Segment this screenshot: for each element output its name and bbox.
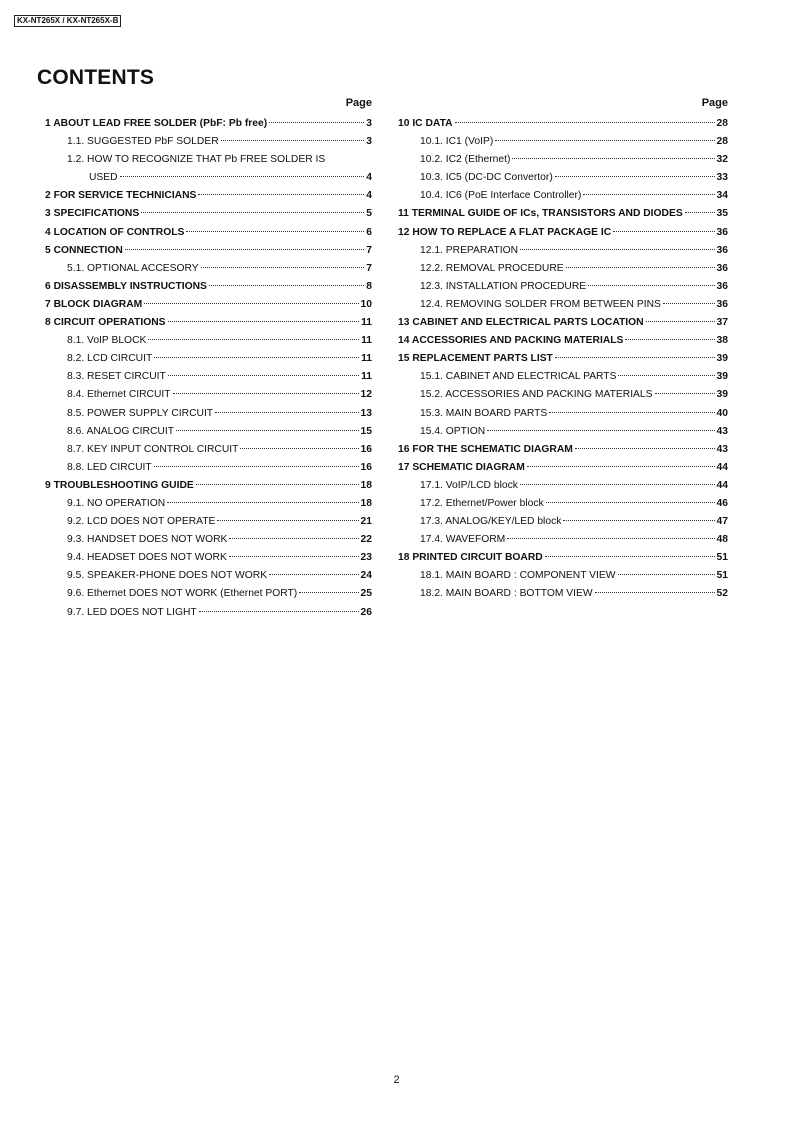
toc-page-number: 43 bbox=[716, 443, 728, 455]
toc-page-number: 35 bbox=[716, 208, 728, 220]
toc-subsection-entry[interactable] bbox=[45, 353, 372, 371]
dot-leader bbox=[618, 574, 715, 575]
toc-entry-label: 15.3. MAIN BOARD PARTS bbox=[420, 407, 548, 419]
dot-leader bbox=[546, 502, 715, 503]
toc-entry-label: 10 IC DATA bbox=[398, 118, 453, 129]
toc-entry-label: 11 TERMINAL GUIDE OF ICs, TRANSISTORS AND DIODES bbox=[398, 208, 683, 220]
toc-page-number: 18 bbox=[360, 497, 372, 509]
toc-page-number: 6 bbox=[366, 226, 372, 238]
toc-entry-label: 8.2. LCD CIRCUIT bbox=[67, 353, 153, 365]
dot-leader bbox=[507, 538, 714, 539]
dot-leader bbox=[685, 212, 715, 213]
toc-page-number: 7 bbox=[366, 244, 372, 256]
toc-entry-label: 18 PRINTED CIRCUIT BOARD bbox=[398, 552, 543, 564]
toc-entry-label: 9.3. HANDSET DOES NOT WORK bbox=[67, 534, 228, 546]
toc-page-number: 25 bbox=[360, 588, 372, 600]
toc-entry-label: 10.1. IC1 (VoIP) bbox=[420, 136, 494, 148]
toc-section-entry[interactable] bbox=[398, 227, 728, 245]
toc-section-entry[interactable] bbox=[45, 480, 372, 498]
toc-subsection-entry[interactable] bbox=[398, 570, 728, 588]
toc-page-number: 26 bbox=[360, 606, 372, 618]
dot-leader bbox=[555, 176, 715, 177]
toc-subsection-entry[interactable] bbox=[398, 281, 728, 299]
toc-section-entry[interactable] bbox=[398, 353, 728, 371]
toc-section-entry[interactable] bbox=[398, 335, 728, 353]
toc-page-number: 46 bbox=[716, 497, 728, 509]
dot-leader bbox=[588, 285, 714, 286]
toc-entry-label: 3 SPECIFICATIONS bbox=[45, 208, 140, 220]
dot-leader bbox=[646, 321, 715, 322]
dot-leader bbox=[663, 303, 715, 304]
toc-entry-label: 17.3. ANALOG/KEY/LED block bbox=[420, 516, 562, 528]
toc-section-entry[interactable] bbox=[398, 208, 728, 226]
dot-leader bbox=[168, 375, 359, 376]
toc-page-number: 13 bbox=[360, 407, 372, 419]
toc-page-number: 4 bbox=[366, 190, 372, 202]
dot-leader bbox=[209, 285, 364, 286]
toc-entry-label: 10.2. IC2 (Ethernet) bbox=[420, 154, 511, 166]
toc-subsection-entry[interactable] bbox=[45, 607, 372, 625]
toc-entry-label: 13 CABINET AND ELECTRICAL PARTS LOCATION bbox=[398, 317, 644, 329]
toc-entry-label: 15.4. OPTION bbox=[420, 425, 486, 437]
toc-entry-label: 14 ACCESSORIES AND PACKING MATERIALS bbox=[398, 335, 624, 347]
toc-page-number: 15 bbox=[360, 425, 372, 437]
toc-page-number: 11 bbox=[361, 353, 372, 365]
page-column-header: Page bbox=[701, 97, 728, 109]
dot-leader bbox=[144, 303, 358, 304]
toc-page-number: 36 bbox=[716, 298, 728, 310]
toc-subsection-entry[interactable] bbox=[45, 552, 372, 570]
toc-column-left bbox=[45, 96, 372, 625]
toc-page-number: 5 bbox=[366, 208, 372, 220]
toc-subsection-entry[interactable] bbox=[398, 245, 728, 263]
toc-page-number: 51 bbox=[716, 570, 728, 582]
dot-leader bbox=[583, 194, 714, 195]
toc-entry-label: 7 BLOCK DIAGRAM bbox=[45, 298, 143, 310]
dot-leader bbox=[555, 357, 715, 358]
dot-leader bbox=[269, 122, 364, 123]
toc-entry-label: 10.3. IC5 (DC-DC Convertor) bbox=[420, 172, 553, 184]
dot-leader bbox=[120, 176, 365, 177]
toc-page-number: 11 bbox=[361, 335, 372, 347]
dot-leader bbox=[625, 339, 714, 340]
toc-page-number: 10 bbox=[360, 298, 372, 310]
toc-subsection-entry[interactable] bbox=[45, 335, 372, 353]
dot-leader bbox=[167, 502, 358, 503]
toc-page-number: 16 bbox=[360, 461, 372, 473]
toc-entry-label: 15.1. CABINET AND ELECTRICAL PARTS bbox=[420, 371, 617, 383]
page-number: 2 bbox=[393, 1074, 400, 1086]
toc-page-number: 33 bbox=[716, 172, 728, 184]
toc-list-left bbox=[45, 118, 372, 625]
dot-leader bbox=[299, 592, 358, 593]
dot-leader bbox=[229, 538, 358, 539]
toc-entry-label: 12.3. INSTALLATION PROCEDURE bbox=[420, 280, 587, 292]
toc-subsection-entry[interactable] bbox=[45, 570, 372, 588]
toc-page-number: 22 bbox=[360, 534, 372, 546]
toc-section-entry[interactable] bbox=[45, 208, 372, 226]
toc-entry-label: 18.2. MAIN BOARD : BOTTOM VIEW bbox=[420, 588, 593, 600]
toc-entry-label: 9.6. Ethernet DOES NOT WORK (Ethernet PORT) bbox=[67, 588, 298, 600]
dot-leader bbox=[520, 484, 715, 485]
toc-page-number: 51 bbox=[716, 552, 728, 564]
toc-subsection-entry[interactable] bbox=[45, 136, 372, 154]
toc-subsection-entry[interactable] bbox=[45, 588, 372, 606]
toc-subsection-entry[interactable] bbox=[45, 462, 372, 480]
dot-leader bbox=[545, 556, 715, 557]
dot-leader bbox=[527, 466, 715, 467]
toc-entry-label: 1.1. SUGGESTED PbF SOLDER bbox=[67, 136, 219, 148]
toc-entry-label: 1 ABOUT LEAD FREE SOLDER (PbF: Pb free) bbox=[45, 118, 268, 129]
dot-leader bbox=[269, 574, 358, 575]
toc-section-entry[interactable] bbox=[45, 227, 372, 245]
toc-entry-label: 15 REPLACEMENT PARTS LIST bbox=[398, 353, 553, 365]
toc-entry-label: 12 HOW TO REPLACE A FLAT PACKAGE IC bbox=[398, 226, 612, 238]
toc-entry-label: 5.1. OPTIONAL ACCESORY bbox=[67, 262, 199, 274]
toc-section-entry[interactable] bbox=[45, 118, 372, 136]
toc-section-entry[interactable] bbox=[45, 299, 372, 317]
toc-page-number: 23 bbox=[360, 552, 372, 564]
toc-section-entry[interactable] bbox=[45, 281, 372, 299]
toc-page-number: 7 bbox=[366, 262, 372, 274]
toc-page-number: 48 bbox=[716, 534, 728, 546]
toc-page-number: 36 bbox=[716, 280, 728, 292]
toc-page-number: 36 bbox=[716, 262, 728, 274]
toc-page-number: 3 bbox=[366, 136, 372, 148]
toc-entry-label: 9.7. LED DOES NOT LIGHT bbox=[67, 606, 197, 618]
toc-page-number: 8 bbox=[366, 280, 372, 292]
toc-entry-label: 18.1. MAIN BOARD : COMPONENT VIEW bbox=[420, 570, 616, 582]
toc-subsection-entry[interactable] bbox=[45, 408, 372, 426]
toc-page-number: 11 bbox=[361, 317, 372, 329]
toc-subsection-entry[interactable] bbox=[398, 426, 728, 444]
toc-subsection-entry[interactable] bbox=[398, 480, 728, 498]
dot-leader bbox=[154, 466, 359, 467]
toc-subsection-entry[interactable] bbox=[45, 426, 372, 444]
toc-entry-label: 8.6. ANALOG CIRCUIT bbox=[67, 425, 175, 437]
toc-entry-label: 15.2. ACCESSORIES AND PACKING MATERIALS bbox=[420, 389, 653, 401]
toc-subsection-entry[interactable] bbox=[398, 136, 728, 154]
toc-section-entry[interactable] bbox=[398, 118, 728, 136]
toc-page-number: 36 bbox=[716, 244, 728, 256]
dot-leader bbox=[520, 249, 714, 250]
toc-page-number: 43 bbox=[716, 425, 728, 437]
toc-section-entry[interactable] bbox=[45, 245, 372, 263]
toc-entry-label: 9.1. NO OPERATION bbox=[67, 497, 166, 509]
toc-entry-label: 9 TROUBLESHOOTING GUIDE bbox=[45, 479, 194, 491]
dot-leader bbox=[201, 267, 365, 268]
toc-page-number: 44 bbox=[716, 479, 728, 491]
model-label: KX-NT265X / KX-NT265X-B bbox=[14, 15, 121, 27]
toc-entry-label: 8.3. RESET CIRCUIT bbox=[67, 371, 166, 383]
dot-leader bbox=[176, 430, 359, 431]
toc-entry-label: 17.1. VoIP/LCD block bbox=[420, 479, 518, 491]
toc-page-number: 12 bbox=[360, 389, 372, 401]
toc-entry-label: 9.4. HEADSET DOES NOT WORK bbox=[67, 552, 227, 564]
toc-entry-label: 17.2. Ethernet/Power block bbox=[420, 497, 544, 509]
toc-entry-label: 8.4. Ethernet CIRCUIT bbox=[67, 389, 171, 401]
toc-entry-label: 6 DISASSEMBLY INSTRUCTIONS bbox=[45, 280, 207, 292]
toc-subsection-entry[interactable] bbox=[398, 154, 728, 172]
toc-subsection-entry[interactable] bbox=[398, 371, 728, 389]
toc-subsection-entry[interactable] bbox=[398, 299, 728, 317]
toc-section-entry[interactable] bbox=[398, 444, 728, 462]
dot-leader bbox=[575, 448, 715, 449]
dot-leader bbox=[186, 231, 364, 232]
toc-subsection-entry[interactable] bbox=[398, 516, 728, 534]
toc-entry-label: 10.4. IC6 (PoE Interface Controller) bbox=[420, 190, 582, 202]
toc-subsection-entry[interactable] bbox=[398, 263, 728, 281]
toc-entry-label: 16 FOR THE SCHEMATIC DIAGRAM bbox=[398, 443, 573, 455]
toc-page-number: 24 bbox=[360, 570, 372, 582]
toc-page-number: 40 bbox=[716, 407, 728, 419]
toc-subsection-entry[interactable] bbox=[398, 172, 728, 190]
toc-page-number: 28 bbox=[716, 118, 728, 129]
dot-leader bbox=[217, 520, 358, 521]
dot-leader bbox=[655, 393, 715, 394]
toc-section-entry[interactable] bbox=[45, 317, 372, 335]
dot-leader bbox=[229, 556, 359, 557]
toc-entry-label: 5 CONNECTION bbox=[45, 244, 123, 256]
toc-page-number: 21 bbox=[360, 516, 372, 528]
toc-page-number: 32 bbox=[716, 154, 728, 166]
toc-section-entry[interactable] bbox=[45, 190, 372, 208]
dot-leader bbox=[618, 375, 714, 376]
toc-page-number: 37 bbox=[716, 317, 728, 329]
toc-subsection-entry[interactable] bbox=[398, 190, 728, 208]
toc-page-number: 44 bbox=[716, 461, 728, 473]
dot-leader bbox=[455, 122, 715, 123]
toc-page-number: 38 bbox=[716, 335, 728, 347]
toc-subsection-entry[interactable] bbox=[45, 389, 372, 407]
toc-page-number: 52 bbox=[716, 588, 728, 600]
toc-entry-label: 9.2. LCD DOES NOT OPERATE bbox=[67, 516, 216, 528]
toc-page-number: 3 bbox=[366, 118, 372, 129]
toc-page-number: 18 bbox=[360, 479, 372, 491]
dot-leader bbox=[487, 430, 714, 431]
toc-entry-label: 8.1. VoIP BLOCK bbox=[67, 335, 147, 347]
dot-leader bbox=[173, 393, 359, 394]
toc-entry-label: 12.4. REMOVING SOLDER FROM BETWEEN PINS bbox=[420, 298, 661, 310]
dot-leader bbox=[549, 412, 714, 413]
dot-leader bbox=[125, 249, 364, 250]
toc-entry-label: 17.4. WAVEFORM bbox=[420, 534, 506, 546]
toc-entry-label: 12.2. REMOVAL PROCEDURE bbox=[420, 262, 564, 274]
dot-leader bbox=[154, 357, 359, 358]
toc-section-entry[interactable] bbox=[398, 552, 728, 570]
dot-leader bbox=[595, 592, 715, 593]
toc-subsection-entry[interactable] bbox=[45, 516, 372, 534]
page-column-header: Page bbox=[345, 97, 372, 109]
dot-leader bbox=[141, 212, 364, 213]
page-title: CONTENTS bbox=[37, 66, 155, 89]
toc-subsection-entry[interactable] bbox=[45, 534, 372, 552]
toc-entry-label: 8 CIRCUIT OPERATIONS bbox=[45, 317, 166, 329]
dot-leader bbox=[563, 520, 714, 521]
toc-section-entry[interactable] bbox=[398, 462, 728, 480]
toc-page-number: 36 bbox=[716, 226, 728, 238]
toc-section-entry[interactable] bbox=[398, 317, 728, 335]
toc-subsection-entry[interactable] bbox=[398, 588, 728, 606]
toc-page-number: 28 bbox=[716, 136, 728, 148]
toc-subsection-entry[interactable] bbox=[45, 444, 372, 462]
toc-entry-label: 9.5. SPEAKER-PHONE DOES NOT WORK bbox=[67, 570, 268, 582]
toc-entry-label: 17 SCHEMATIC DIAGRAM bbox=[398, 461, 525, 473]
toc-column-right bbox=[398, 96, 728, 607]
toc-subsection-entry[interactable] bbox=[398, 389, 728, 407]
toc-entry-label: 8.5. POWER SUPPLY CIRCUIT bbox=[67, 407, 214, 419]
toc-list-right bbox=[398, 118, 728, 607]
dot-leader bbox=[240, 448, 358, 449]
toc-page-number: 39 bbox=[716, 371, 728, 383]
dot-leader bbox=[148, 339, 359, 340]
dot-leader bbox=[512, 158, 714, 159]
toc-page-number: 34 bbox=[716, 190, 728, 202]
dot-leader bbox=[198, 194, 364, 195]
dot-leader bbox=[566, 267, 715, 268]
toc-subsection-entry[interactable] bbox=[45, 154, 372, 190]
toc-entry-label: 12.1. PREPARATION bbox=[420, 244, 519, 256]
toc-entry-label-continued: USED bbox=[89, 172, 118, 184]
dot-leader bbox=[495, 140, 714, 141]
toc-entry-label: 2 FOR SERVICE TECHNICIANS bbox=[45, 190, 197, 202]
toc-page-number: 39 bbox=[716, 389, 728, 401]
toc-page-number: 39 bbox=[716, 353, 728, 365]
toc-entry-label: 8.7. KEY INPUT CONTROL CIRCUIT bbox=[67, 443, 239, 455]
toc-subsection-entry[interactable] bbox=[45, 498, 372, 516]
toc-entry-label: 8.8. LED CIRCUIT bbox=[67, 461, 152, 473]
toc-entry-label: 1.2. HOW TO RECOGNIZE THAT Pb FREE SOLDER IS bbox=[67, 154, 326, 166]
dot-leader bbox=[196, 484, 359, 485]
toc-page-number: 4 bbox=[366, 172, 372, 184]
dot-leader bbox=[215, 412, 358, 413]
dot-leader bbox=[221, 140, 365, 141]
toc-entry-label: 4 LOCATION OF CONTROLS bbox=[45, 226, 185, 238]
toc-subsection-entry[interactable] bbox=[398, 408, 728, 426]
dot-leader bbox=[199, 611, 359, 612]
toc-page-number: 47 bbox=[716, 516, 728, 528]
dot-leader bbox=[168, 321, 360, 322]
toc-subsection-entry[interactable] bbox=[45, 371, 372, 389]
toc-page-number: 11 bbox=[361, 371, 372, 383]
toc-page-number: 16 bbox=[360, 443, 372, 455]
toc-subsection-entry[interactable] bbox=[45, 263, 372, 281]
toc-subsection-entry[interactable] bbox=[398, 498, 728, 516]
toc-subsection-entry[interactable] bbox=[398, 534, 728, 552]
dot-leader bbox=[613, 231, 714, 232]
